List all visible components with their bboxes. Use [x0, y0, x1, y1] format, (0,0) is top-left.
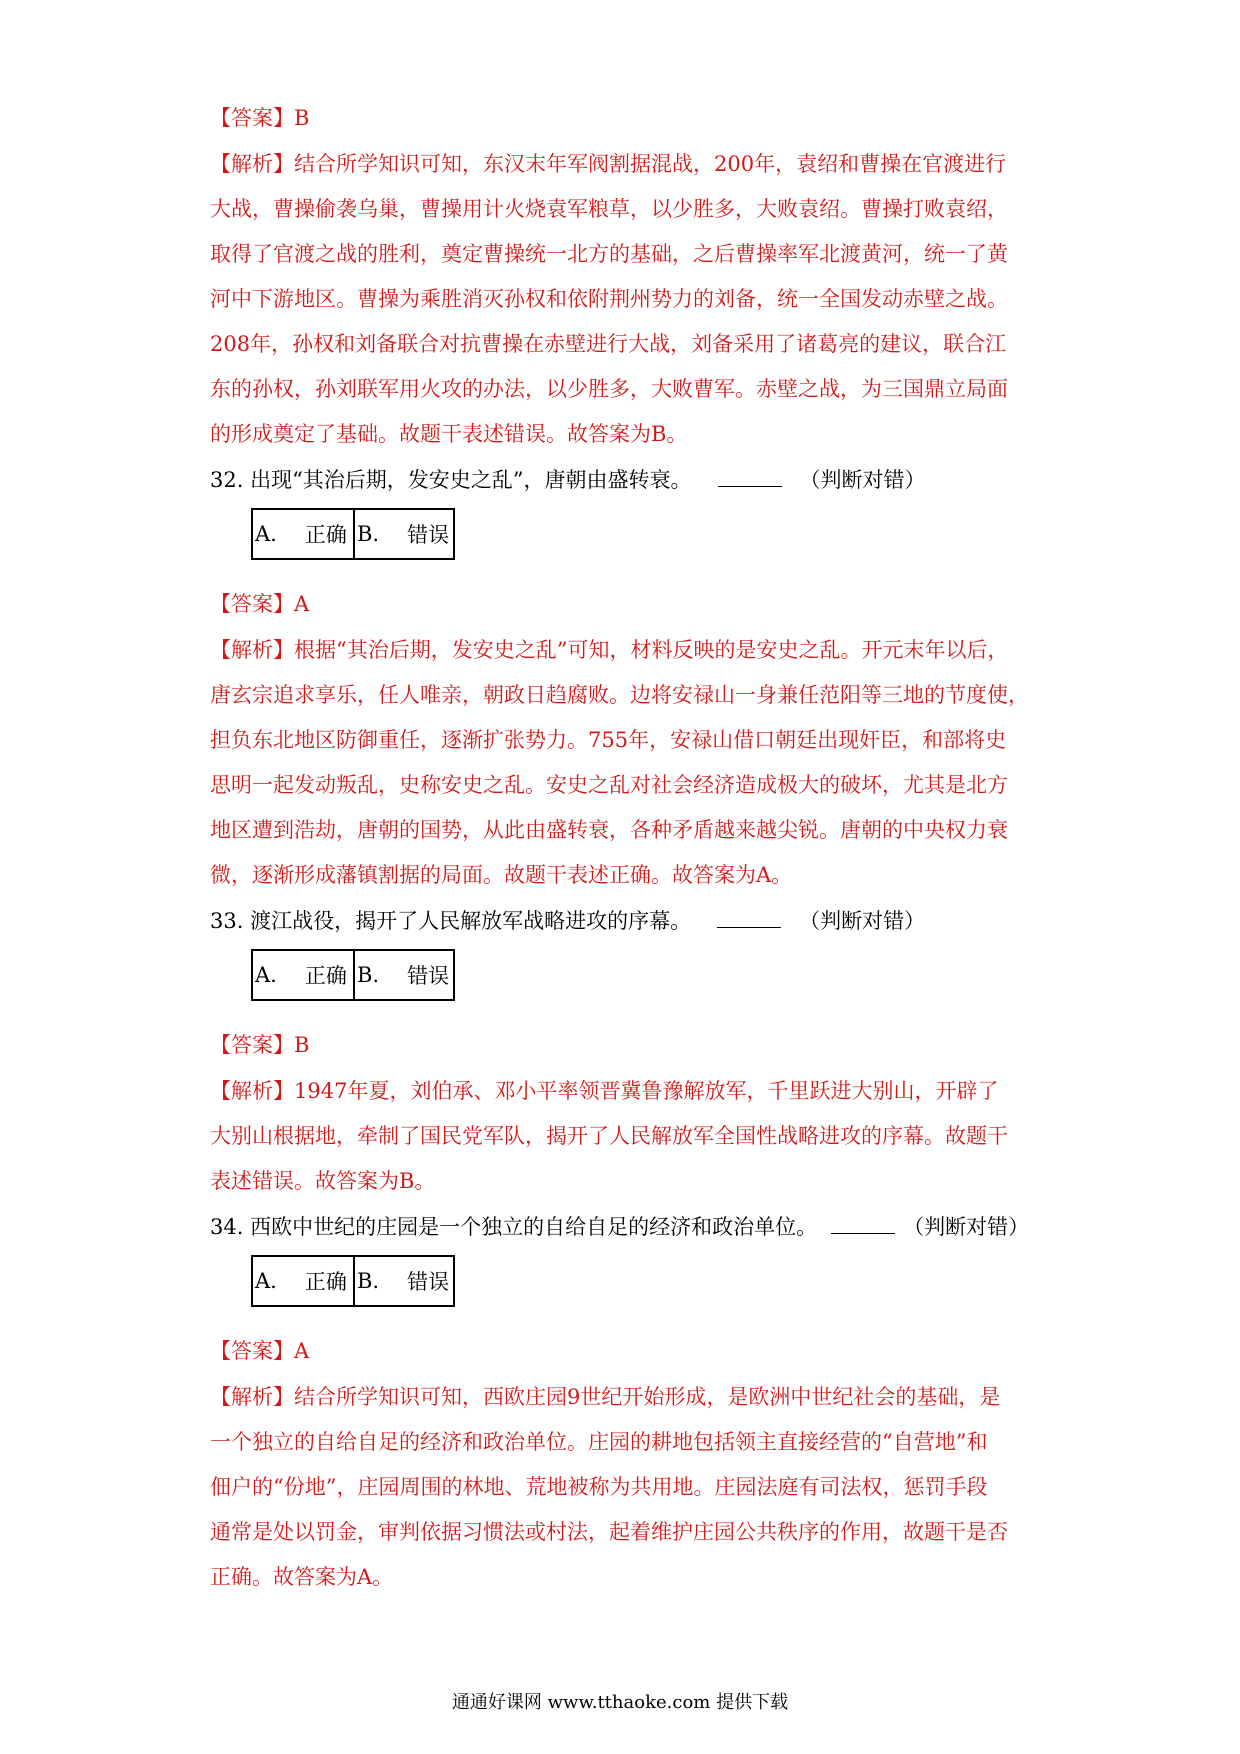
page-footer: 通通好课网 www.tthaoke.com 提供下载 — [451, 1692, 789, 1713]
options-table-33 — [251, 949, 455, 1001]
question-text: 32. 出现“其治后期，发安史之乱”，唐朝由盛转衰。 — [210, 468, 692, 492]
analysis-line: 大战，曹操偷袭乌巢，曹操用计火烧袁军粮草，以少胜多，大败袁绍。曹操打败袁绍， — [210, 197, 1008, 221]
analysis-line: 大别山根据地，牵制了国民党军队，揭开了人民解放军全国性战略进攻的序幕。故题干 — [210, 1124, 1008, 1148]
answer-blank — [717, 907, 781, 928]
question-suffix: （判断对错） — [799, 909, 926, 933]
question-32 — [210, 466, 926, 494]
question-34 — [210, 1213, 1029, 1241]
option-a[interactable]: A. 正确 — [255, 963, 347, 988]
option-a[interactable]: A. 正确 — [255, 1269, 347, 1294]
analysis-line: 河中下游地区。曹操为乘胜消灭孙权和依附荆州势力的刘备，统一全国发动赤壁之战。 — [210, 287, 1008, 311]
analysis-line: 表述错误。故答案为B。 — [210, 1169, 436, 1193]
options-table-32 — [251, 508, 455, 560]
answer-label: 【答案】A — [210, 1339, 310, 1363]
analysis-line: 思明一起发动叛乱，史称安史之乱。安史之乱对社会经济造成极大的破坏，尤其是北方 — [210, 773, 1008, 797]
analysis-line: 通常是处以罚金，审判依据习惯法或村法，起着维护庄园公共秩序的作用，故题干是否 — [210, 1520, 1008, 1544]
answer-label: 【答案】A — [210, 592, 310, 616]
analysis-line: 担负东北地区防御重任，逐渐扩张势力。755年，安禄山借口朝廷出现奸臣，和部将史 — [210, 728, 1007, 752]
analysis-line: 【解析】1947年夏，刘伯承、邓小平率领晋冀鲁豫解放军，千里跃进大别山，开辟了 — [210, 1079, 999, 1103]
answer-blank — [718, 466, 782, 487]
analysis-line: 208年，孙权和刘备联合对抗曹操在赤壁进行大战，刘备采用了诸葛亮的建议，联合江 — [210, 332, 1007, 356]
option-a[interactable]: A. 正确 — [255, 522, 347, 547]
question-33 — [210, 907, 925, 935]
question-text: 33. 渡江战役，揭开了人民解放军战略进攻的序幕。 — [210, 909, 692, 933]
option-b[interactable]: B. 错误 — [353, 1257, 453, 1305]
analysis-line: 取得了官渡之战的胜利，奠定曹操统一北方的基础，之后曹操率军北渡黄河，统一了黄 — [210, 242, 1008, 266]
question-text: 34. 西欧中世纪的庄园是一个独立的自给自足的经济和政治单位。 — [210, 1215, 818, 1239]
option-b[interactable]: B. 错误 — [353, 510, 453, 558]
question-suffix: （判断对错） — [799, 468, 926, 492]
answer-label: 【答案】B — [210, 106, 310, 130]
analysis-line: 东的孙权，孙刘联军用火攻的办法，以少胜多，大败曹军。赤壁之战，为三国鼎立局面 — [210, 377, 1008, 401]
option-b[interactable]: B. 错误 — [353, 951, 453, 999]
analysis-line: 的形成奠定了基础。故题干表述错误。故答案为B。 — [210, 422, 688, 446]
question-suffix: （判断对错） — [903, 1215, 1030, 1239]
answer-blank — [831, 1213, 895, 1234]
analysis-line: 唐玄宗追求享乐，任人唯亲，朝政日趋腐败。边将安禄山一身兼任范阳等三地的节度使， — [210, 683, 1029, 707]
analysis-line: 佃户的“份地”，庄园周围的林地、荒地被称为共用地。庄园法庭有司法权，惩罚手段 — [210, 1475, 988, 1499]
analysis-line: 正确。故答案为A。 — [210, 1565, 394, 1589]
analysis-line: 地区遭到浩劫，唐朝的国势，从此由盛转衰，各种矛盾越来越尖锐。唐朝的中央权力衰 — [210, 818, 1008, 842]
answer-label: 【答案】B — [210, 1033, 310, 1057]
analysis-line: 一个独立的自给自足的经济和政治单位。庄园的耕地包括领主直接经营的“自营地”和 — [210, 1430, 988, 1454]
analysis-line: 【解析】根据“其治后期，发安史之乱”可知，材料反映的是安史之乱。开元末年以后， — [210, 638, 1009, 662]
options-table-34 — [251, 1255, 455, 1307]
analysis-line: 微，逐渐形成藩镇割据的局面。故题干表述正确。故答案为A。 — [210, 863, 793, 887]
analysis-line: 【解析】结合所学知识可知，东汉末年军阀割据混战，200年，袁绍和曹操在官渡进行 — [210, 152, 1007, 176]
analysis-line: 【解析】结合所学知识可知，西欧庄园9世纪开始形成，是欧洲中世纪社会的基础，是 — [210, 1385, 1001, 1409]
